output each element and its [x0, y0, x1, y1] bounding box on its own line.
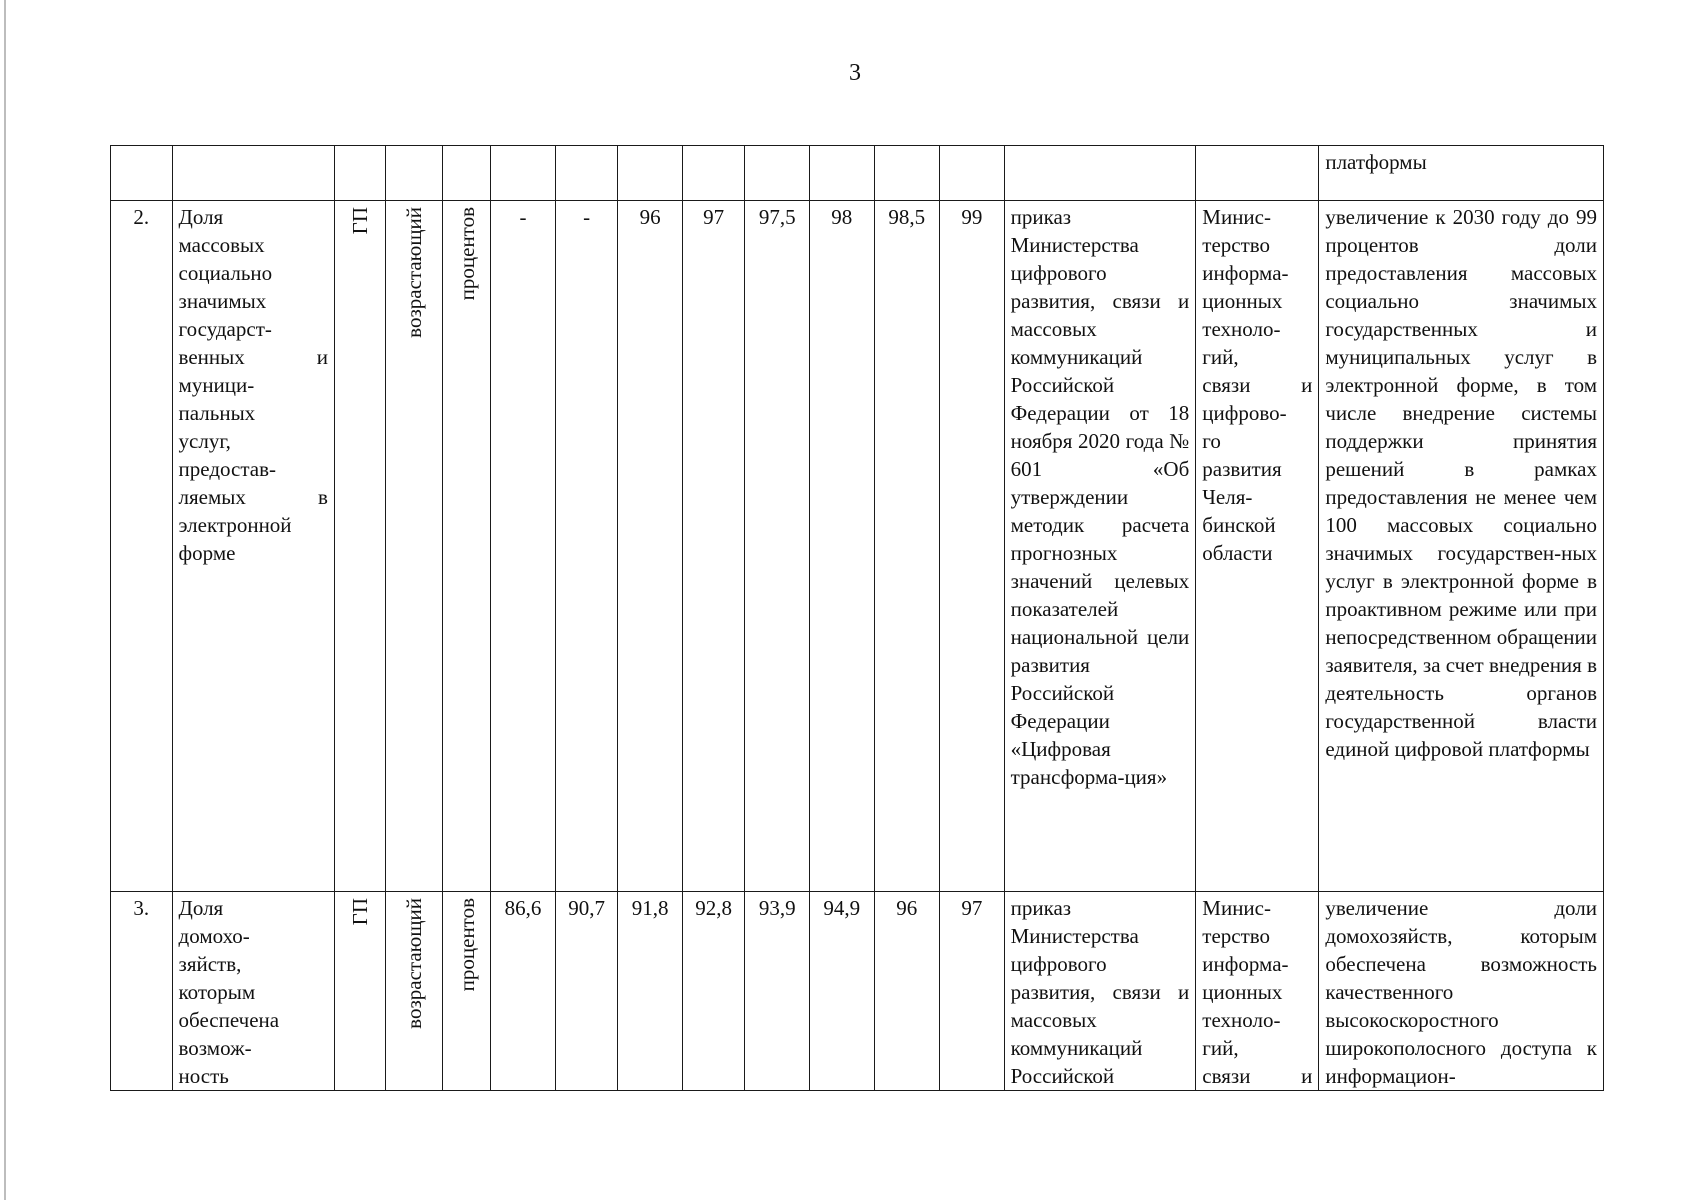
responsible-line: Челя-	[1202, 485, 1253, 509]
responsible-line: техноло-	[1202, 317, 1281, 341]
value-cell: 86,6	[491, 892, 556, 1091]
name-line: услуг,	[178, 429, 231, 453]
cell-empty	[1196, 146, 1319, 201]
name-line: Доля	[178, 205, 224, 229]
unit-cell	[442, 201, 490, 892]
responsible-line: информа-	[1202, 952, 1289, 976]
indicators-table	[110, 145, 1604, 1091]
value-cell: 93,9	[745, 892, 810, 1091]
value-cell: 98,5	[874, 201, 940, 892]
value-cell: 97	[940, 892, 1005, 1091]
level-text: ГП	[348, 898, 373, 926]
level-cell	[334, 201, 385, 892]
name-line: ность	[178, 1064, 229, 1088]
responsible-line: гий,	[1202, 345, 1239, 369]
page-number: 3	[849, 60, 861, 86]
responsible-line: ционных	[1202, 289, 1283, 313]
indicator-name-cell	[172, 892, 334, 1091]
responsible-line: связи и	[1202, 373, 1313, 397]
value-cell: 96	[618, 201, 683, 892]
cell-empty	[682, 146, 745, 201]
cell-empty	[940, 146, 1005, 201]
responsible-line: области	[1202, 541, 1273, 565]
cell-empty	[172, 146, 334, 201]
criteria-cell: увеличение доли домохозяйств, которым обеспечена возможность качественного высокоскоростного широкополосного доступа к информацион-	[1319, 892, 1604, 1091]
name-line: возмож-	[178, 1036, 252, 1060]
name-line: зяйств,	[178, 952, 242, 976]
row-number: 3.	[111, 892, 173, 1091]
level-cell	[334, 892, 385, 1091]
cell-empty	[874, 146, 940, 201]
cell-empty	[334, 146, 385, 201]
responsible-line: ционных	[1202, 980, 1283, 1004]
responsible-line: Минис-	[1202, 896, 1271, 920]
cell-empty	[111, 146, 173, 201]
cell-empty	[809, 146, 874, 201]
cell-empty	[1004, 146, 1196, 201]
value-cell: -	[491, 201, 556, 892]
value-cell: 90,7	[555, 892, 618, 1091]
cell-empty	[618, 146, 683, 201]
name-line: ляемых в	[178, 485, 328, 509]
cell-empty	[745, 146, 810, 201]
cell-empty	[491, 146, 556, 201]
responsible-cell	[1196, 201, 1319, 892]
name-line: массовых	[178, 233, 265, 257]
name-line: государст-	[178, 317, 272, 341]
value-cell: 97,5	[745, 201, 810, 892]
trend-cell	[386, 201, 442, 892]
criteria-cell: увеличение к 2030 году до 99 процентов доли предоставления массовых социально значимых государственных и муниципальных услуг в электронной форме, в том числе внедрение системы поддержки принятия решений в рамках предоставления не менее чем 100 массовых социально значимых государствен-ных услуг в электронной форме в проактивном режиме или при непосредственном обращении заявителя, за счет внедрения в деятельность органов государственной власти единой цифровой платформы	[1319, 201, 1604, 892]
name-line: значимых	[178, 289, 267, 313]
indicator-name-cell	[172, 201, 334, 892]
trend-cell	[386, 892, 442, 1091]
unit-cell	[442, 892, 490, 1091]
unit-text: процентов	[454, 898, 479, 992]
row-number: 2.	[111, 201, 173, 892]
value-cell: 98	[809, 201, 874, 892]
responsible-line: информа-	[1202, 261, 1289, 285]
responsible-line: цифрово-	[1202, 401, 1287, 425]
responsible-line: терство	[1202, 924, 1271, 948]
value-cell: -	[555, 201, 618, 892]
responsible-line: терство	[1202, 233, 1271, 257]
name-line: пальных	[178, 401, 256, 425]
level-text: ГП	[348, 207, 373, 235]
responsible-line: го	[1202, 429, 1221, 453]
name-line: обеспечена	[178, 1008, 280, 1032]
responsible-line: бинской	[1202, 513, 1276, 537]
table-row	[111, 892, 1604, 1091]
responsible-cell	[1196, 892, 1319, 1091]
responsible-line: Минис-	[1202, 205, 1271, 229]
value-cell: 91,8	[618, 892, 683, 1091]
name-line: которым	[178, 980, 256, 1004]
table-row-continued	[111, 146, 1604, 201]
name-line: муници-	[178, 373, 255, 397]
cell-empty	[442, 146, 490, 201]
value-cell: 99	[940, 201, 1005, 892]
name-line: венных и	[178, 345, 328, 369]
responsible-line: развития	[1202, 457, 1282, 481]
name-line: Доля	[178, 896, 224, 920]
name-line: форме	[178, 541, 236, 565]
trend-text: возрастающий	[402, 898, 427, 1029]
cell-empty	[555, 146, 618, 201]
page-scan-edge	[4, 0, 6, 1200]
value-cell: 96	[874, 892, 940, 1091]
responsible-line: гий,	[1202, 1036, 1239, 1060]
value-cell: 97	[682, 201, 745, 892]
name-line: предостав-	[178, 457, 277, 481]
trend-text: возрастающий	[402, 207, 427, 338]
table-row	[111, 201, 1604, 892]
name-line: социально	[178, 261, 273, 285]
name-line: домохо-	[178, 924, 250, 948]
responsible-line: связи и	[1202, 1064, 1313, 1088]
value-cell: 92,8	[682, 892, 745, 1091]
name-line: электронной	[178, 513, 292, 537]
responsible-line: техноло-	[1202, 1008, 1281, 1032]
value-cell: 94,9	[809, 892, 874, 1091]
criteria-cell: платформы	[1319, 146, 1604, 201]
document-cell: приказ Министерства цифрового развития, связи и массовых коммуникаций Российской	[1004, 892, 1196, 1091]
cell-empty	[386, 146, 442, 201]
unit-text: процентов	[454, 207, 479, 301]
document-cell: приказ Министерства цифрового развития, связи и массовых коммуникаций Российской Федерации от 18 ноября 2020 года № 601 «Об утверждении методик расчета прогнозных значений целевых показателей национальной цели развития Российской Федерации «Цифровая трансформа-ция»	[1004, 201, 1196, 892]
